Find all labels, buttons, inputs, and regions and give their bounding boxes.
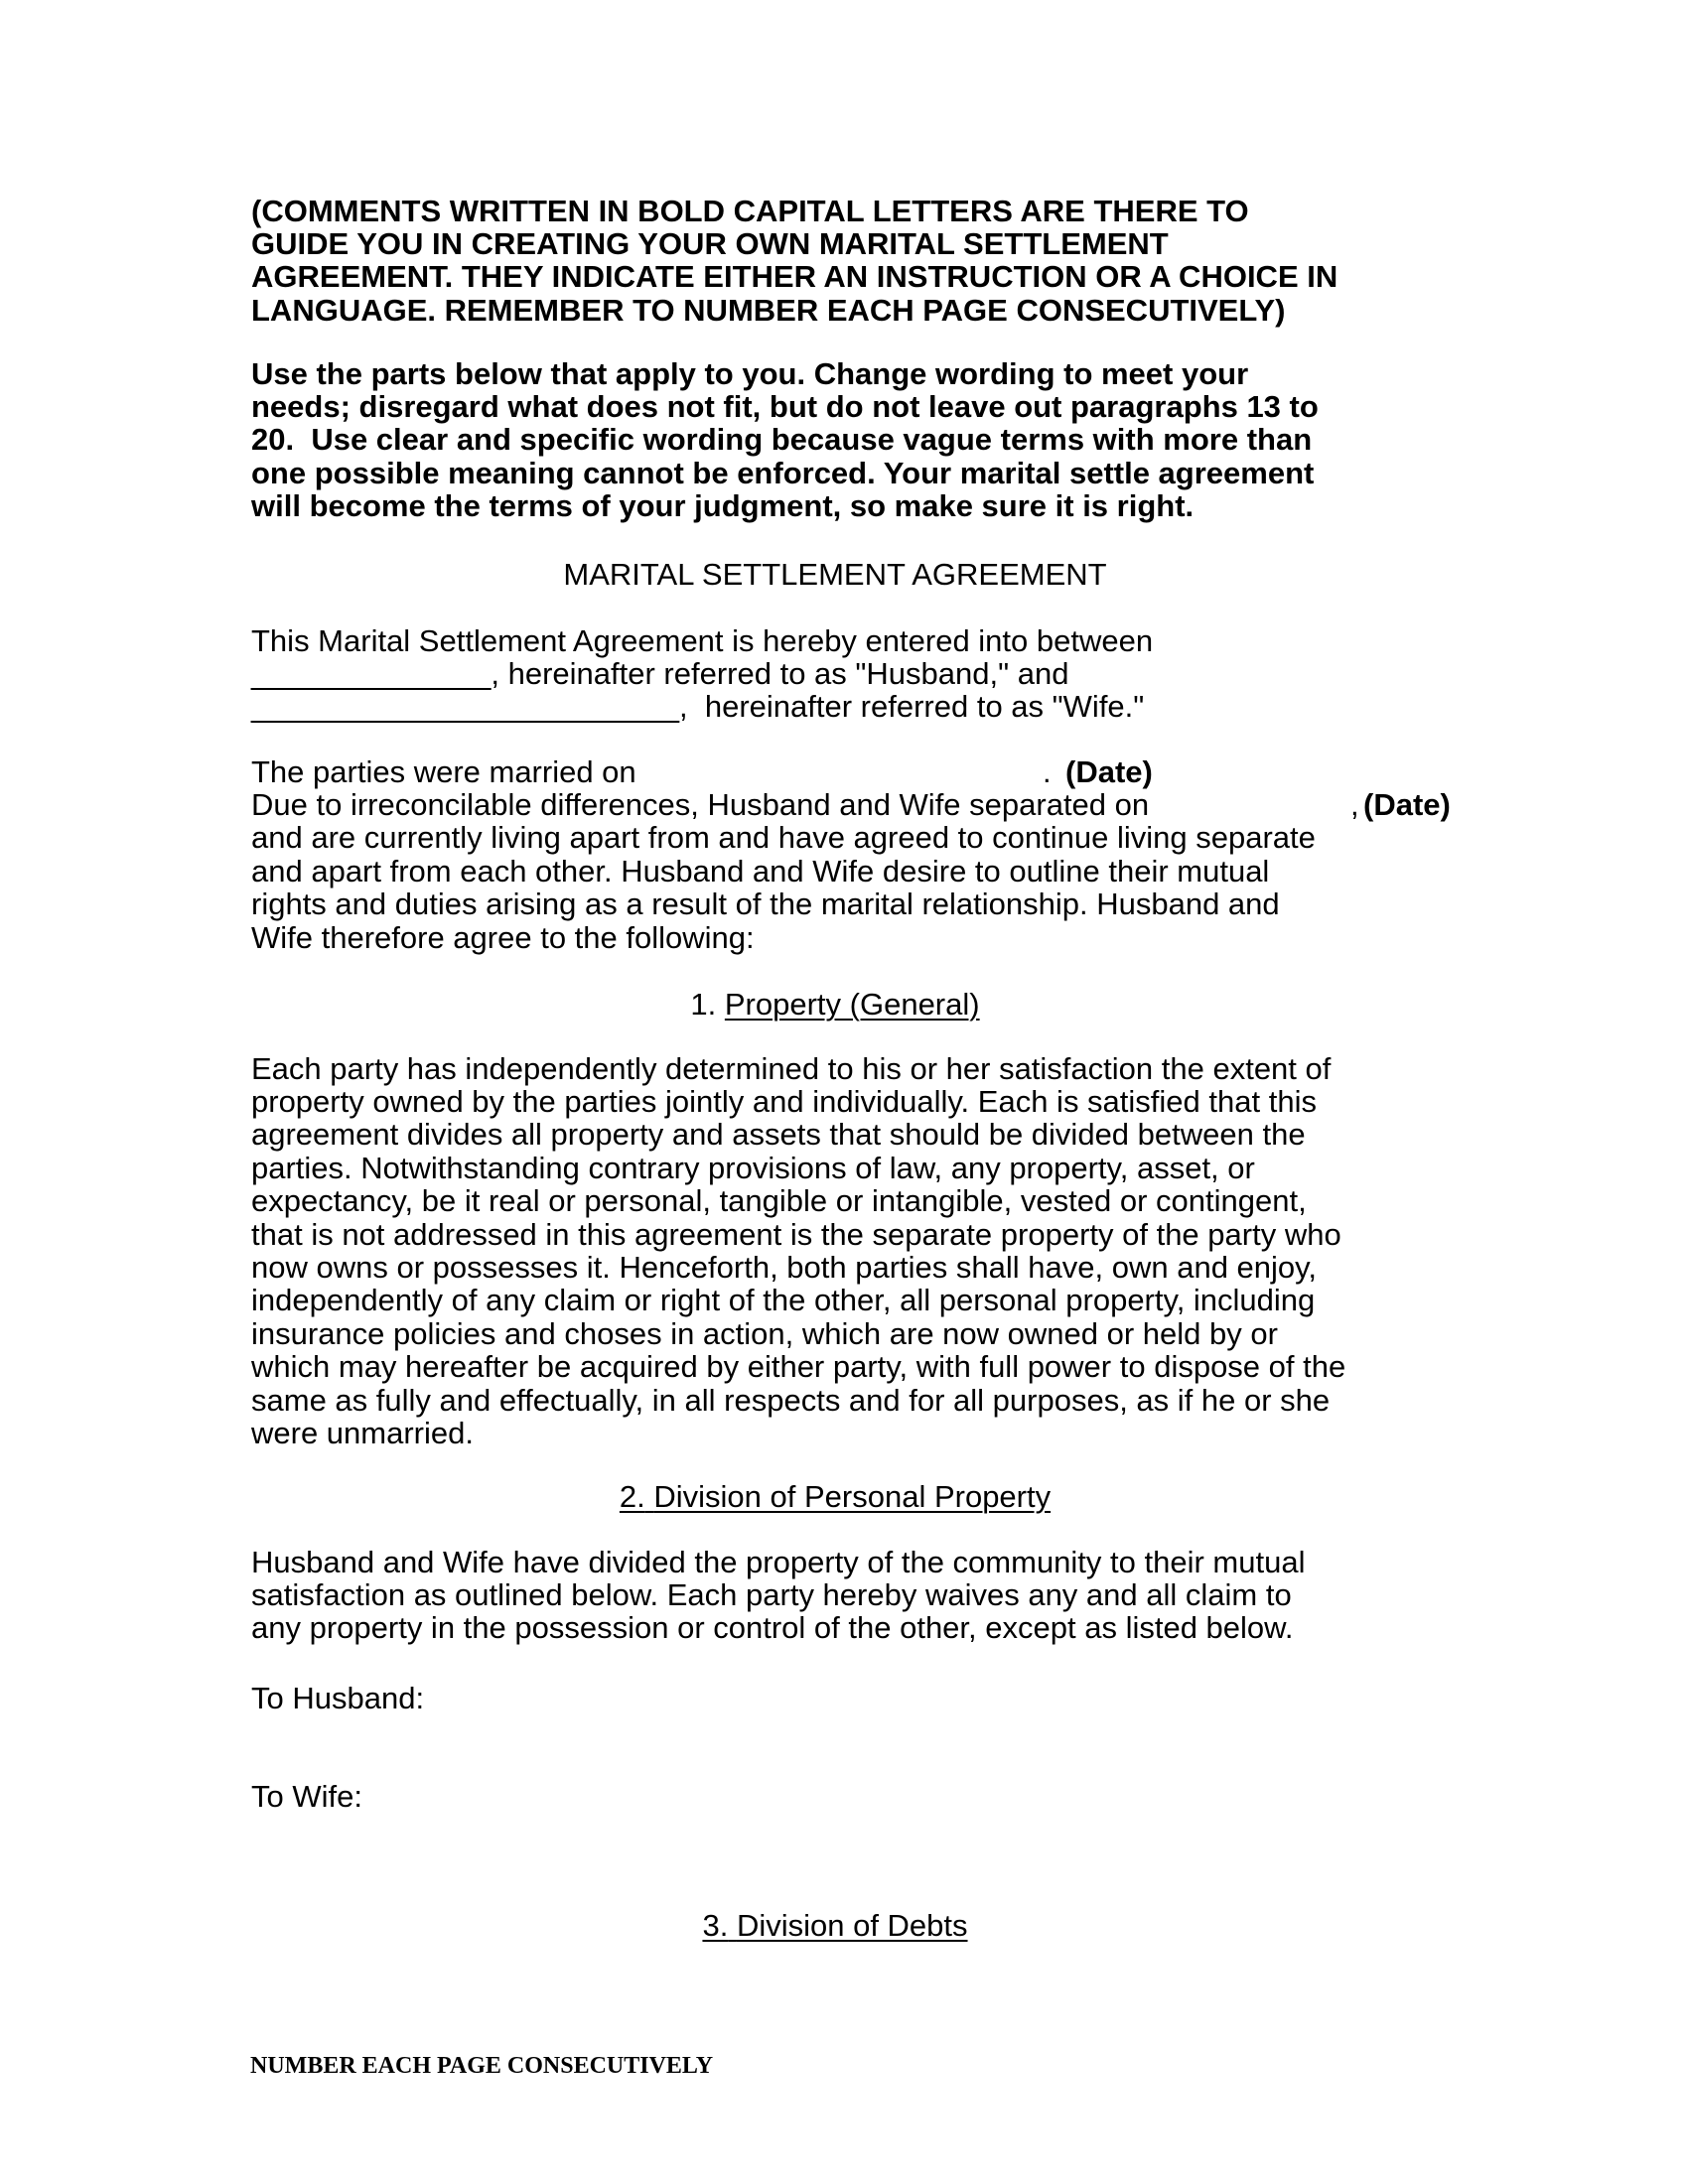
marriage-date-line	[251, 755, 1443, 788]
section-3-heading	[251, 1909, 1419, 1942]
husband-name-blank[interactable]: ______________	[251, 655, 492, 691]
section-1-body	[251, 1052, 1443, 1450]
section-1-line: property owned by the parties jointly and individually. Each is satisfied that this	[251, 1083, 1317, 1119]
separation-date-text: Due to irreconcilable differences, Husband and Wife separated on	[251, 786, 1150, 822]
recitals-paragraph	[251, 753, 1451, 955]
recital-line: rights and duties arising as a result of the marital relationship. Husband and	[251, 887, 1280, 922]
section-2-number: 2.	[619, 1478, 645, 1514]
usage-line: Use the parts below that apply to you. Change wording to meet your	[251, 355, 1249, 391]
section-3-number: 3.	[702, 1907, 729, 1943]
section-1-line: independently of any claim or right of the other, all personal property, including	[251, 1283, 1316, 1318]
usage-line: one possible meaning cannot be enforced. Your marital settle agreement	[251, 455, 1315, 490]
section-2-heading	[251, 1480, 1419, 1513]
section-1-line: now owns or possesses it. Henceforth, both parties shall have, own and enjoy,	[251, 1249, 1317, 1285]
husband-name-line	[251, 657, 1443, 690]
usage-line: needs; disregard what does not fit, but do not leave out paragraphs 13 to	[251, 388, 1319, 424]
section-1-line: parties. Notwithstanding contrary provisions of law, any property, asset, or	[251, 1150, 1255, 1185]
section-1-line: were unmarried.	[251, 1415, 474, 1450]
section-1-title: Property (General)	[724, 986, 980, 1022]
comment-line: (COMMENTS WRITTEN IN BOLD CAPITAL LETTERS ARE THERE TO	[251, 193, 1249, 228]
section-2-body	[251, 1546, 1443, 1645]
separation-date-punct: ,	[1350, 786, 1359, 822]
wife-name-line	[251, 690, 1443, 723]
instruction-comment	[251, 195, 1443, 328]
section-1-line: which may hereafter be acquired by either party, with full power to dispose of the	[251, 1349, 1346, 1385]
section-1-line: expectancy, be it real or personal, tangible or intangible, vested or contingent,	[251, 1183, 1307, 1219]
section-1-line: same as fully and effectually, in all respects and for all purposes, as if he or she	[251, 1382, 1331, 1418]
section-3-title-text: Division of Debts	[736, 1907, 968, 1943]
section-1-heading	[251, 988, 1419, 1021]
document-title: MARITAL SETTLEMENT AGREEMENT	[563, 557, 1107, 592]
section-2-title	[620, 1479, 1051, 1514]
section-1-line: agreement divides all property and assets that should be divided between the	[251, 1117, 1306, 1153]
usage-instructions	[251, 357, 1443, 523]
section-1-line: that is not addressed in this agreement is the separate property of the party who	[251, 1216, 1341, 1252]
wife-name-blank[interactable]: _________________________	[251, 689, 680, 725]
husband-designation: , hereinafter referred to as "Husband," and	[491, 655, 1069, 691]
marriage-date-text: The parties were married on	[251, 753, 636, 789]
separation-date-label: (Date)	[1363, 786, 1451, 822]
wife-designation: , hereinafter referred to as "Wife."	[679, 689, 1145, 725]
usage-line: 20. Use clear and specific wording because vague terms with more than	[251, 422, 1313, 458]
marriage-date-label: (Date)	[1065, 753, 1153, 789]
intro-line: This Marital Settlement Agreement is hereby entered into between	[251, 622, 1154, 658]
section-3-title	[702, 1908, 967, 1943]
usage-line: will become the terms of your judgment, so make sure it is right.	[251, 488, 1195, 524]
to-husband-label: To Husband:	[251, 1680, 425, 1715]
recital-line: and apart from each other. Husband and Wife desire to outline their mutual	[251, 853, 1270, 888]
recital-line: Wife therefore agree to the following:	[251, 919, 755, 955]
comment-line: LANGUAGE. REMEMBER TO NUMBER EACH PAGE CONSECUTIVELY)	[251, 292, 1286, 328]
section-2-line: Husband and Wife have divided the property of the community to their mutual	[251, 1544, 1306, 1579]
marriage-date-punct: .	[1043, 753, 1052, 789]
separation-date-line	[251, 786, 1451, 822]
section-2-line: any property in the possession or control of the other, except as listed below.	[251, 1610, 1294, 1646]
recital-line: and are currently living apart from and have agreed to continue living separate	[251, 820, 1316, 856]
page-footer: NUMBER EACH PAGE CONSECUTIVELY	[250, 2053, 714, 2079]
section-2-title-text: Division of Personal Property	[653, 1478, 1052, 1514]
comment-line: GUIDE YOU IN CREATING YOUR OWN MARITAL SETTLEMENT	[251, 225, 1169, 261]
section-1-number: 1.	[690, 986, 717, 1022]
to-wife-label: To Wife:	[251, 1778, 362, 1814]
comment-line: AGREEMENT. THEY INDICATE EITHER AN INSTRUCTION OR A CHOICE IN	[251, 259, 1338, 295]
section-1-line: insurance policies and choses in action, which are now owned or held by or	[251, 1315, 1278, 1351]
intro-paragraph	[251, 624, 1443, 724]
section-1-line: Each party has independently determined to his or her satisfaction the extent of	[251, 1050, 1332, 1086]
section-2-line: satisfaction as outlined below. Each party hereby waives any and all claim to	[251, 1576, 1292, 1612]
